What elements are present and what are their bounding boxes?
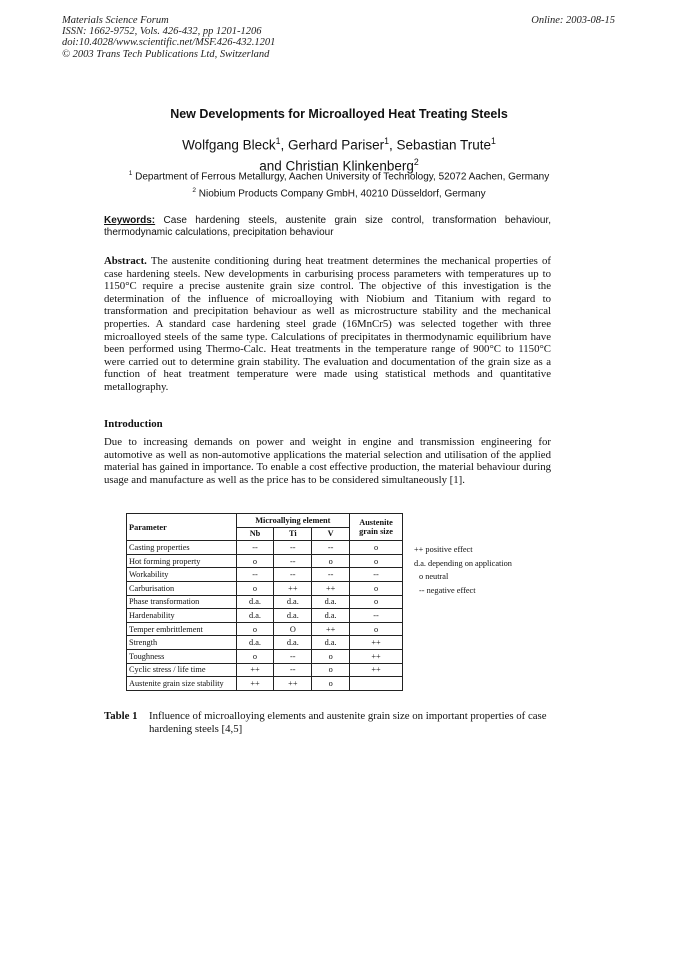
copyright-line: © 2003 Trans Tech Publications Ltd, Switzerland [62, 48, 270, 60]
table-cell: -- [312, 541, 350, 555]
properties-table [126, 513, 403, 691]
keywords-label: Keywords: [104, 215, 156, 226]
table-legend [414, 543, 512, 598]
table-cell: -- [236, 568, 274, 582]
table-row [127, 541, 403, 555]
table-cell-parameter: Toughness [127, 649, 237, 663]
table-cell: o [312, 677, 350, 691]
table-header-austenite: Austenite grain size [350, 514, 403, 541]
affiliation-1: $^1$ Department of Ferrous Metallurgy, Aachen University of Technology, 52072 Aachen, Germany [128, 170, 550, 183]
table-row [127, 581, 403, 595]
table-row [127, 649, 403, 663]
table-cell-parameter: Hot forming property [127, 554, 237, 568]
table-cell: -- [274, 541, 312, 555]
table-row [127, 663, 403, 677]
table-cell: O [274, 622, 312, 636]
table-cell: -- [274, 568, 312, 582]
legend-item: d.a. depending on application [414, 558, 512, 568]
table-cell-parameter: Austenite grain size stability [127, 677, 237, 691]
table-cell: o [312, 554, 350, 568]
section-heading: Introduction [104, 418, 163, 430]
table-cell: d.a. [312, 595, 350, 609]
table-row [127, 609, 403, 623]
table-header-nb: Nb [236, 527, 274, 541]
table-cell: ++ [274, 677, 312, 691]
table-cell-parameter: Hardenability [127, 609, 237, 623]
table-row [127, 636, 403, 650]
keywords-text: Case hardening steels, austenite grain size control, transformation behaviour, thermodynamic calculations, precipitation behaviour [104, 215, 552, 238]
table-row [127, 622, 403, 636]
table-cell: d.a. [236, 595, 274, 609]
table-cell: -- [274, 554, 312, 568]
table-cell: -- [312, 568, 350, 582]
table-cell-parameter: Phase transformation [127, 595, 237, 609]
table-cell: o [350, 622, 403, 636]
introduction-text: Due to increasing demands on power and weight in engine and transmission engineering for automotive as well as non-automotive applications the material selection and utilisation of the applied material has gained in importance. To enable a cost effective production, the material behaviour during usage and manufacture as well as the price has to be considered simultaneously [1]. [104, 436, 551, 486]
table-row [127, 595, 403, 609]
table-header-parameter: Parameter [127, 514, 237, 541]
abstract-text: The austenite conditioning during heat treatment determines the mechanical properties of case hardening steels. New developments in carburising process parameters with temperatures up to 1150°C require a precise austenite grain size control. The objective of this investigation is the determination of the influence of microalloying with Niobium and Titanium with regard to transformation and precipitation behaviour as well as microstructure stability and the mechanical properties. A standard case hardening steel grade (16MnCr5) was selected together with three microalloyed steels of the same type. Calculations of precipitates in thermodynamic equilibrium have been performed using Thermo-Calc. Heat treatments in the temperature range of 900°C to 1150°C were carried out to determine grain stability. The evaluation and documentation of the grain size as a function of heat treatment temperature were made using statistical methods and quantitative metallography. [104, 255, 551, 393]
paper-title: New Developments for Microalloyed Heat Treating Steels [170, 107, 508, 121]
table-cell-parameter: Workability [127, 568, 237, 582]
legend-item: o neutral [419, 572, 449, 582]
table-cell: d.a. [274, 636, 312, 650]
table-cell: d.a. [236, 609, 274, 623]
table-cell-parameter: Cyclic stress / life time [127, 663, 237, 677]
legend-item: -- negative effect [419, 586, 476, 596]
table-cell: o [236, 649, 274, 663]
table-body [127, 541, 403, 691]
table-cell: o [350, 541, 403, 555]
table-cell: -- [350, 609, 403, 623]
journal-name: Materials Science Forum [62, 15, 169, 26]
table-cell: o [350, 595, 403, 609]
table-cell: ++ [350, 649, 403, 663]
online-date: Online: 2003-08-15 [531, 15, 615, 26]
table-caption-text: Influence of microalloying elements and austenite grain size on important properties of case hardening steels [4,5] [149, 710, 547, 735]
author-list: Wolfgang Bleck$^1$, Gerhard Pariser$^1$, Sebastian Trute$^1$ and Christian Klinkenberg$^2$ [182, 136, 496, 173]
affiliation-2: $^2$ Niobium Products Company GmbH, 40210 Düsseldorf, Germany [192, 187, 486, 200]
abstract-label: Abstract. [104, 255, 147, 267]
table-cell: o [312, 649, 350, 663]
table-cell: -- [274, 649, 312, 663]
table-cell: ++ [274, 581, 312, 595]
table-cell-parameter: Carburisation [127, 581, 237, 595]
table-cell: o [350, 581, 403, 595]
legend-item: ++ positive effect [414, 545, 473, 554]
author-name: Gerhard Pariser [288, 137, 385, 153]
table-cell: d.a. [236, 636, 274, 650]
issn-line: ISSN: 1662-9752, Vols. 426-432, pp 1201-1206 [62, 26, 262, 38]
table-cell: d.a. [312, 636, 350, 650]
table-cell: d.a. [274, 595, 312, 609]
table-cell: -- [236, 541, 274, 555]
table-cell: o [312, 663, 350, 677]
table-cell [350, 677, 403, 691]
table-row [127, 554, 403, 568]
table-header-ti: Ti [274, 527, 312, 541]
table-cell: d.a. [312, 609, 350, 623]
table-cell: d.a. [274, 609, 312, 623]
author-name: Sebastian Trute [396, 137, 492, 153]
table-caption [104, 710, 551, 736]
table-cell: o [236, 581, 274, 595]
table-cell: ++ [312, 581, 350, 595]
table-cell: o [236, 554, 274, 568]
table-cell-parameter: Temper embrittlement [127, 622, 237, 636]
doi-line: doi:10.4028/www.scientific.net/MSF.426-432.1201 [62, 37, 276, 49]
table-cell: ++ [350, 663, 403, 677]
author-name: Wolfgang Bleck [182, 137, 276, 153]
table-header-v: V [312, 527, 350, 541]
table-caption-label: Table 1 [104, 710, 138, 722]
author-name: Christian Klinkenberg [285, 158, 414, 173]
table-row [127, 568, 403, 582]
journal-header [62, 15, 275, 60]
table-cell-parameter: Casting properties [127, 541, 237, 555]
abstract [104, 255, 551, 394]
table-cell: o [350, 554, 403, 568]
table-cell: ++ [312, 622, 350, 636]
keywords [104, 215, 551, 239]
table-cell-parameter: Strength [127, 636, 237, 650]
table-cell: o [236, 622, 274, 636]
table-cell: ++ [350, 636, 403, 650]
table-cell: -- [274, 663, 312, 677]
table-cell: -- [350, 568, 403, 582]
table-header-microalloying: Microallying element [236, 514, 349, 528]
table-cell: ++ [236, 663, 274, 677]
table-row [127, 677, 403, 691]
table-cell: ++ [236, 677, 274, 691]
